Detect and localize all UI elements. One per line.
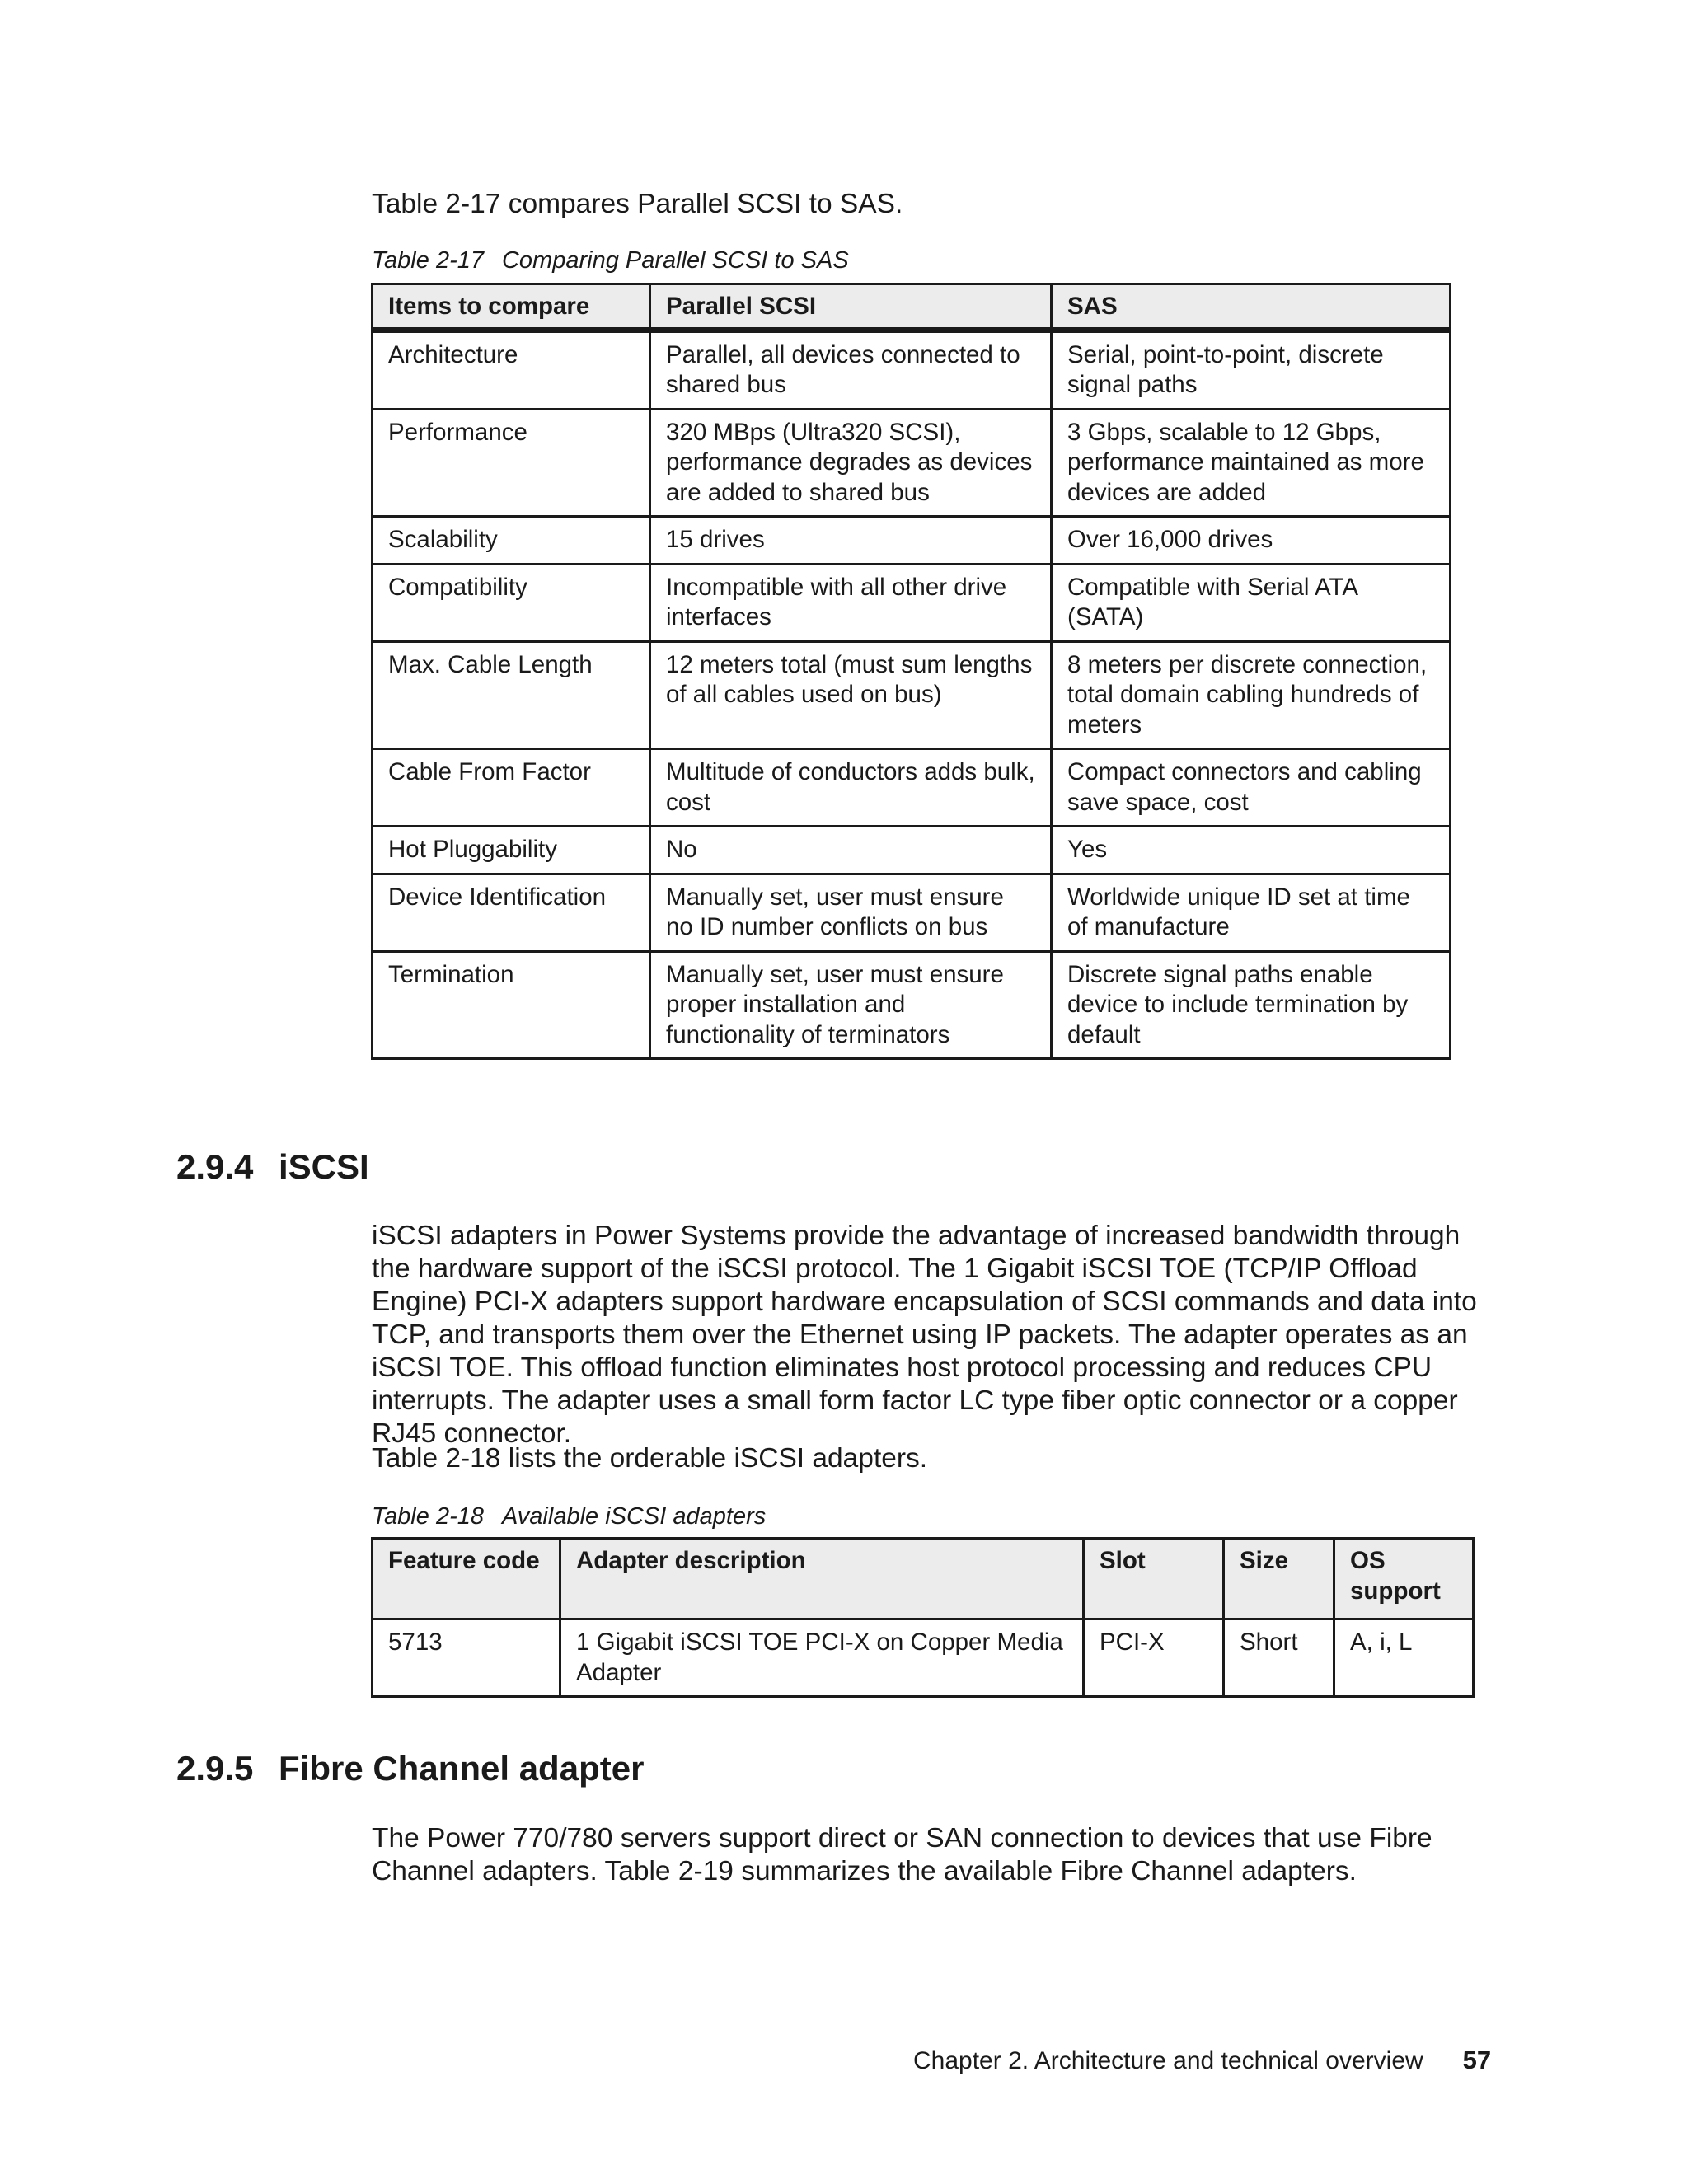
table-cell: Short: [1224, 1619, 1334, 1697]
section-title: iSCSI: [279, 1147, 369, 1186]
column-header: Slot: [1084, 1539, 1224, 1619]
table-cell: PCI-X: [1084, 1619, 1224, 1697]
table-cell: 1 Gigabit iSCSI TOE PCI-X on Copper Media Adapter: [560, 1619, 1084, 1697]
section-heading: [176, 1747, 644, 1790]
table-header-row: [373, 1539, 1474, 1619]
table-cell: Multitude of conductors adds bulk, cost: [650, 749, 1052, 827]
table-cell: Max. Cable Length: [373, 641, 650, 749]
table-cell: Hot Pluggability: [373, 827, 650, 874]
column-header: Feature code: [373, 1539, 560, 1619]
table-caption: [372, 1503, 1484, 1530]
table-cell: Parallel, all devices connected to shared bus: [650, 330, 1052, 409]
table-cell: No: [650, 827, 1052, 874]
table-cell: A, i, L: [1334, 1619, 1474, 1697]
table-row: [373, 874, 1451, 951]
column-header: OS support: [1334, 1539, 1474, 1619]
column-header: Parallel SCSI: [650, 284, 1052, 330]
caption-title: Available iSCSI adapters: [501, 1503, 767, 1530]
table-cell: 5713: [373, 1619, 560, 1697]
table-cell: Termination: [373, 951, 650, 1059]
table-cell: Over 16,000 drives: [1052, 517, 1451, 565]
caption-label: Table 2-18: [372, 1503, 484, 1530]
column-header: SAS: [1052, 284, 1451, 330]
page-footer: [913, 2044, 1491, 2078]
section-number: 2.9.4: [176, 1147, 254, 1186]
column-header: Adapter description: [560, 1539, 1084, 1619]
section-heading: [176, 1146, 369, 1188]
table-row: [373, 951, 1451, 1059]
table-cell: Compact connectors and cabling save space, cost: [1052, 749, 1451, 827]
table-cell: 8 meters per discrete connection, total domain cabling hundreds of meters: [1052, 641, 1451, 749]
table-cell: Serial, point-to-point, discrete signal paths: [1052, 330, 1451, 409]
table-cell: Manually set, user must ensure proper installation and functionality of terminators: [650, 951, 1052, 1059]
caption-label: Table 2-17: [372, 247, 484, 274]
table-row: [373, 827, 1451, 874]
table-cell: Device Identification: [373, 874, 650, 951]
page-number: 57: [1462, 2046, 1492, 2074]
table-row: [373, 330, 1451, 409]
body-paragraph: The Power 770/780 servers support direct or SAN connection to devices that use Fibre Channel adapters. Table 2-19 summarizes the available Fibre Channel adapters.: [372, 1823, 1432, 1886]
table-caption: [372, 247, 1484, 274]
table-cell: Compatibility: [373, 564, 650, 641]
table-cell: Yes: [1052, 827, 1451, 874]
section-number: 2.9.5: [176, 1749, 254, 1788]
table-cell: 3 Gbps, scalable to 12 Gbps, performance maintained as more devices are added: [1052, 409, 1451, 517]
caption-title: Comparing Parallel SCSI to SAS: [501, 247, 849, 274]
comparison-table: [371, 283, 1451, 1060]
table-cell: Worldwide unique ID set at time of manufacture: [1052, 874, 1451, 951]
table-row: [373, 517, 1451, 565]
table-cell: 320 MBps (Ultra320 SCSI), performance degrades as devices are added to shared bus: [650, 409, 1052, 517]
column-header: Size: [1224, 1539, 1334, 1619]
table-row: [373, 641, 1451, 749]
table-cell: Cable From Factor: [373, 749, 650, 827]
table-header-row: [373, 284, 1451, 330]
table-cell: Architecture: [373, 330, 650, 409]
footer-chapter: Chapter 2. Architecture and technical overview: [913, 2047, 1423, 2074]
section-title: Fibre Channel adapter: [279, 1749, 645, 1788]
table-cell: 12 meters total (must sum lengths of all cables used on bus): [650, 641, 1052, 749]
table-cell: Manually set, user must ensure no ID number conflicts on bus: [650, 874, 1052, 951]
adapters-table: [371, 1537, 1475, 1698]
body-paragraph: iSCSI adapters in Power Systems provide the advantage of increased bandwidth through the hardware support of the iSCSI protocol. The 1 Gigabit iSCSI TOE (TCP/IP Offload Engine) PCI-X adapters support hardware encapsulation of SCSI commands and data into TCP, and transports them over the Ethernet using IP packets. The adapter operates as an iSCSI TOE. This offload function eliminates host protocol processing and reduces CPU interrupts. The adapter uses a small form factor LC type fiber optic connector or a copper RJ45 connector.: [372, 1221, 1477, 1449]
table-cell: 15 drives: [650, 517, 1052, 565]
table-cell: Discrete signal paths enable device to include termination by default: [1052, 951, 1451, 1059]
table-row: [373, 1619, 1474, 1697]
intro-paragraph: Table 2-17 compares Parallel SCSI to SAS.: [372, 189, 903, 219]
table-intro-paragraph: Table 2-18 lists the orderable iSCSI adapters.: [372, 1443, 928, 1474]
table-row: [373, 409, 1451, 517]
table-cell: Compatible with Serial ATA (SATA): [1052, 564, 1451, 641]
table-cell: Performance: [373, 409, 650, 517]
table-cell: Scalability: [373, 517, 650, 565]
table-row: [373, 564, 1451, 641]
column-header: Items to compare: [373, 284, 650, 330]
table-row: [373, 749, 1451, 827]
table-cell: Incompatible with all other drive interfaces: [650, 564, 1052, 641]
